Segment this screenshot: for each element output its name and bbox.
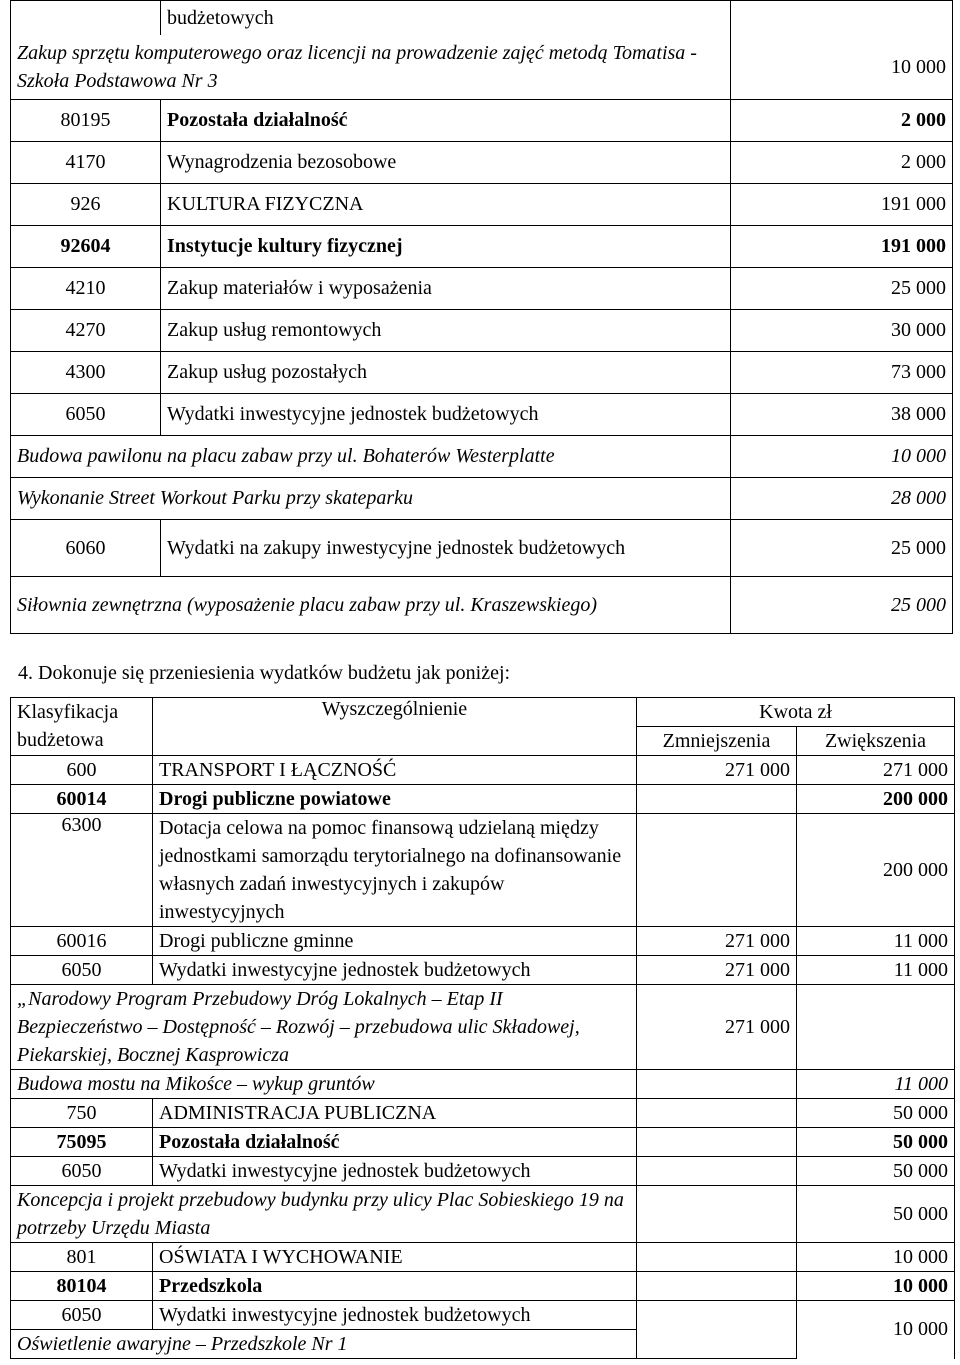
row-increase: 271 000	[797, 756, 955, 785]
row-code: 6050	[11, 394, 161, 436]
row-increase: 50 000	[797, 1186, 955, 1243]
row-name: KULTURA FIZYCZNA	[161, 184, 731, 226]
item-description: Oświetlenie awaryjne – Przedszkole Nr 1	[11, 1330, 637, 1359]
table-row	[11, 1186, 955, 1243]
cell-continued-label: budżetowych	[161, 1, 731, 36]
row-name: Wydatki inwestycyjne jednostek budżetowych	[161, 394, 731, 436]
row-name: Wydatki inwestycyjne jednostek budżetowych	[153, 1157, 637, 1186]
row-code: 6060	[11, 520, 161, 577]
table-row	[11, 956, 955, 985]
row-increase: 50 000	[797, 1157, 955, 1186]
header-classification: Klasyfikacja budżetowa	[11, 698, 153, 756]
item-amount: 28 000	[731, 478, 953, 520]
row-name: Wynagrodzenia bezosobowe	[161, 142, 731, 184]
row-name: Pozostała działalność	[161, 100, 731, 142]
header-description: Wyszczególnienie	[153, 698, 637, 756]
item-description: Zakup sprzętu komputerowego oraz licencji na prowadzenie zajęć metodą Tomatisa - Szkoła Podstawowa Nr 3	[11, 35, 731, 100]
row-amount: 73 000	[731, 352, 953, 394]
row-increase: 200 000	[797, 785, 955, 814]
row-name: Drogi publiczne powiatowe	[153, 785, 637, 814]
row-amount: 191 000	[731, 226, 953, 268]
row-amount: 25 000	[731, 520, 953, 577]
row-decrease: 271 000	[637, 927, 797, 956]
row-increase: 10 000	[797, 1243, 955, 1272]
row-name: Zakup usług pozostałych	[161, 352, 731, 394]
row-name: Przedszkola	[153, 1272, 637, 1301]
table-row	[11, 226, 953, 268]
table-row	[11, 1157, 955, 1186]
row-increase: 50 000	[797, 1128, 955, 1157]
row-code: 80195	[11, 100, 161, 142]
row-amount: 191 000	[731, 184, 953, 226]
row-name: OŚWIATA I WYCHOWANIE	[153, 1243, 637, 1272]
table-row	[11, 785, 955, 814]
row-name: ADMINISTRACJA PUBLICZNA	[153, 1099, 637, 1128]
row-code: 4270	[11, 310, 161, 352]
table-row	[11, 352, 953, 394]
table-row	[11, 1128, 955, 1157]
row-decrease	[637, 785, 797, 814]
budget-table-continued	[10, 0, 953, 634]
table-row	[11, 184, 953, 226]
item-description: Siłownia zewnętrzna (wyposażenie placu zabaw przy ul. Kraszewskiego)	[11, 577, 731, 634]
table-row	[11, 142, 953, 184]
table-row	[11, 1099, 955, 1128]
table-row	[11, 1243, 955, 1272]
row-decrease: 271 000	[637, 756, 797, 785]
item-description: Budowa mostu na Mikośce – wykup gruntów	[11, 1070, 637, 1099]
row-name: Wydatki inwestycyjne jednostek budżetowych	[153, 956, 637, 985]
transfer-table	[10, 697, 955, 1359]
row-amount: 38 000	[731, 394, 953, 436]
table-row	[11, 927, 955, 956]
row-code: 801	[11, 1243, 153, 1272]
row-code: 600	[11, 756, 153, 785]
row-code: 6300	[11, 814, 153, 927]
row-code: 926	[11, 184, 161, 226]
row-increase: 11 000	[797, 927, 955, 956]
row-decrease	[637, 814, 797, 927]
row-name: Zakup materiałów i wyposażenia	[161, 268, 731, 310]
table-row	[11, 394, 953, 436]
table-row	[11, 985, 955, 1070]
table-row	[11, 310, 953, 352]
table-row	[11, 1272, 955, 1301]
row-code: 4300	[11, 352, 161, 394]
table-row	[11, 268, 953, 310]
row-name: Instytucje kultury fizycznej	[161, 226, 731, 268]
table-row	[11, 814, 955, 927]
row-code: 80104	[11, 1272, 153, 1301]
header-decrease: Zmniejszenia	[637, 727, 797, 756]
row-amount: 2 000	[731, 142, 953, 184]
row-increase: 10 000	[797, 1272, 955, 1301]
row-name: Wydatki na zakupy inwestycyjne jednostek budżetowych	[161, 520, 731, 577]
item-description: Budowa pawilonu na placu zabaw przy ul. Bohaterów Westerplatte	[11, 436, 731, 478]
item-amount: 10 000	[731, 436, 953, 478]
table-row	[11, 436, 953, 478]
row-amount: 30 000	[731, 310, 953, 352]
row-code: 60016	[11, 927, 153, 956]
item-description: „Narodowy Program Przebudowy Dróg Lokalnych – Etap II Bezpieczeństwo – Dostępność – Rozwój – przebudowa ulic Składowej, Piekarskiej, Bocznej Kasprowicza	[11, 985, 637, 1070]
table-row	[11, 520, 953, 577]
row-code: 750	[11, 1099, 153, 1128]
row-increase: 50 000	[797, 1099, 955, 1128]
row-code: 4210	[11, 268, 161, 310]
table-row	[11, 756, 955, 785]
row-amount: 2 000	[731, 100, 953, 142]
row-decrease: 271 000	[637, 985, 797, 1070]
header-increase: Zwiększenia	[797, 727, 955, 756]
section-heading: 4. Dokonuje się przeniesienia wydatków budżetu jak poniżej:	[18, 662, 511, 684]
item-description: Koncepcja i projekt przebudowy budynku przy ulicy Plac Sobieskiego 19 na potrzeby Urzędu Miasta	[11, 1186, 637, 1243]
item-amount: 25 000	[731, 577, 953, 634]
row-code: 6050	[11, 1157, 153, 1186]
header-amount: Kwota zł	[637, 698, 955, 727]
row-name: Dotacja celowa na pomoc finansową udzielaną między jednostkami samorządu terytorialnego na dofinansowanie własnych zadań inwestycyjnych i zakupów inwestycyjnych	[153, 814, 637, 927]
table-row	[11, 1070, 955, 1099]
row-name: Pozostała działalność	[153, 1128, 637, 1157]
row-increase: 10 000	[797, 1301, 955, 1359]
row-name: Zakup usług remontowych	[161, 310, 731, 352]
row-name: Wydatki inwestycyjne jednostek budżetowych	[153, 1301, 637, 1330]
row-name: TRANSPORT I ŁĄCZNOŚĆ	[153, 756, 637, 785]
row-amount: 25 000	[731, 268, 953, 310]
row-code: 6050	[11, 1301, 153, 1330]
row-increase: 200 000	[797, 814, 955, 927]
row-code: 4170	[11, 142, 161, 184]
table-row	[11, 100, 953, 142]
item-amount: 10 000	[731, 35, 953, 100]
item-description: Wykonanie Street Workout Parku przy skateparku	[11, 478, 731, 520]
row-decrease: 271 000	[637, 956, 797, 985]
table-row	[11, 1301, 955, 1330]
row-increase: 11 000	[797, 1070, 955, 1099]
row-name: Drogi publiczne gminne	[153, 927, 637, 956]
row-code: 6050	[11, 956, 153, 985]
row-increase: 11 000	[797, 956, 955, 985]
table-row	[11, 577, 953, 634]
row-code: 60014	[11, 785, 153, 814]
table-row	[11, 478, 953, 520]
row-code: 75095	[11, 1128, 153, 1157]
row-code: 92604	[11, 226, 161, 268]
